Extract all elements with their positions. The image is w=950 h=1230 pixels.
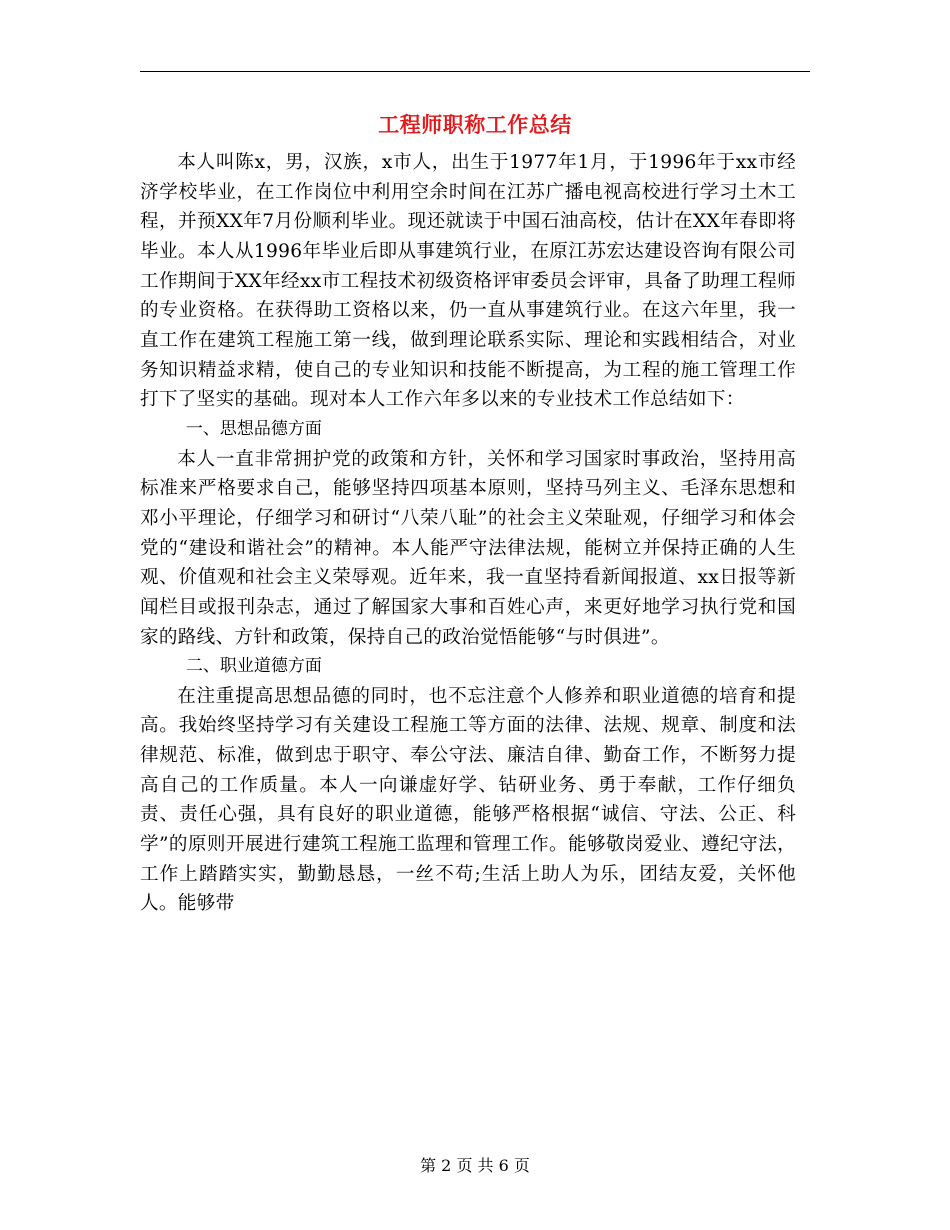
moral-paragraph: 本人一直非常拥护党的政策和方针，关怀和学习国家时事政治，坚持用高标准来严格要求自己，能够坚持四项基本原则，坚持马列主义、毛泽东思想和邓小平理论，仔细学习和研讨“八荣八耻”的社会主义荣耻观，仔细学习和体会党的“建设和谐社会”的精神。本人能严守法律法规，能树立并保持正确的人生观、价值观和社会主义荣辱观。近年来，我一直坚持看新闻报道、xx日报等新闻栏目或报刊杂志，通过了解国家大事和百姓心声，来更好地学习执行党和国家的路线、方针和政策，保持自己的政治觉悟能够“与时俱进”。	[140, 448, 796, 648]
page-number-footer: 第 2 页 共 6 页	[420, 1156, 530, 1175]
section-heading-professional-ethics: 二、职业道德方面	[185, 656, 322, 677]
document-title: 工程师职称工作总结	[378, 112, 572, 137]
document-body	[140, 148, 796, 919]
section-heading-moral: 一、思想品德方面	[185, 418, 322, 439]
intro-paragraph: 本人叫陈x，男，汉族，x市人，出生于1977年1月，于1996年于xx市经济学校毕业，在工作岗位中利用空余时间在江苏广播电视高校进行学习土木工程，并预XX年7月份顺利毕业。现还就读于中国石油高校，估计在XX年春即将毕业。本人从1996年毕业后即从事建筑行业，在原江苏宏达建设咨询有限公司工作期间于XX年经xx市工程技术初级资格评审委员会评审，具备了助理工程师的专业资格。在获得助工资格以来，仍一直从事建筑行业。在这六年里，我一直工作在建筑工程施工第一线，做到理论联系实际、理论和实践相结合，对业务知识精益求精，使自己的专业知识和技能不断提高，为工程的施工管理工作打下了坚实的基础。现对本人工作六年多以来的专业技术工作总结如下：	[140, 152, 796, 411]
professional-ethics-paragraph: 在注重提高思想品德的同时，也不忘注意个人修养和职业道德的培育和提高。我始终坚持学习有关建设工程施工等方面的法律、法规、规章、制度和法律规范、标准，做到忠于职守、奉公守法、廉洁自律、勤奋工作，不断努力提高自己的工作质量。本人一向谦虚好学、钻研业务、勇于奉献，工作仔细负责、责任心强，具有良好的职业道德，能够严格根据“诚信、守法、公正、科学”的原则开展进行建筑工程施工监理和管理工作。能够敬岗爱业、遵纪守法，工作上踏踏实实，勤勤恳恳，一丝不苟;生活上助人为乐，团结友爱，关怀他人。能够带	[140, 685, 796, 915]
header-rule	[140, 71, 810, 72]
